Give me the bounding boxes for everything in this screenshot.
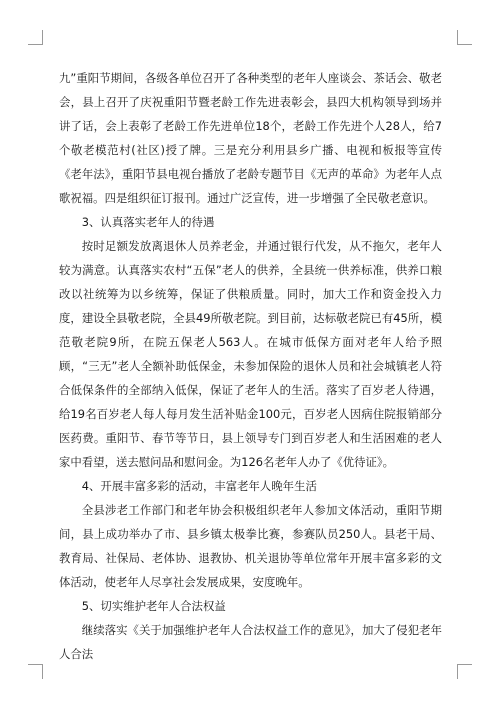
crop-mark-top-left: [28, 30, 43, 45]
paragraph-rights: 继续落实《关于加强维护老年人合法权益工作的意见》，加大了侵犯老年人合法: [59, 623, 442, 661]
crop-mark-bottom-left: [28, 664, 43, 679]
section-heading-4: 4、开展丰富多彩的活动，丰富老年人晚年生活: [81, 479, 317, 493]
section-heading-3: 3、认真落实老年人的待遇: [81, 215, 215, 229]
paragraph-intro: 九”重阳节期间，各级各单位召开了各种类型的老年人座谈会、茶话会、敬老会，县上召开了庆祝重阳节暨老龄工作先进表彰会，县四大机构领导到场并讲了话，会上表彰了老龄工作先进单位18个，老龄工作先进个人28人，给7个敬老模范村(社区)授了牌。三是充分利用县乡广播、电视和板报等宣传《老年法》，重阳节县电视台播放了老龄专题节目《无声的革命》为老年人点歌祝福。四是组织征订报刊。通过广泛宣传，进一步增强了全民敬老意识。: [59, 71, 442, 205]
paragraph-treatment: 按时足额发放离退休人员养老金，并通过银行代发，从不拖欠，老年人较为满意。认真落实农村“五保”老人的供养，全县统一供养标准，供养口粮改以社统筹为以乡统筹，保证了供粮质量。同时，加大工作和资金投入力度，建设全县敬老院，全县49所敬老院。到目前，达标敬老院已有45所，模范敬老院9所，在院五保老人563人。在城市低保方面对老年人给予照顾，“三无”老人全额补助低保金，未参加保险的退休人员和社会城镇老人符合低保条件的全部纳入低保，保证了老年人的生活。落实了百岁老人待遇，给19名百岁老人每人每月发生活补贴金100元，百岁老人因病住院报销部分医药费。重阳节、春节等节日，县上领导专门到百岁老人和生活困难的老人家中看望，送去慰问品和慰问金。为126名老年人办了《优待证》。: [59, 239, 442, 469]
document-body: [59, 66, 442, 666]
crop-mark-bottom-right: [457, 664, 472, 679]
paragraph-activities: 全县涉老工作部门和老年协会积极组织老年人参加文体活动，重阳节期间，县上成功举办了市、县乡镇太极拳比赛，参赛队员250人。县老干局、教育局、社保局、老体协、退教协、机关退协等单位常年开展丰富多彩的文体活动，使老年人尽享社会发展成果，安度晚年。: [59, 503, 442, 589]
section-heading-5: 5、切实维护老年人合法权益: [81, 599, 226, 613]
crop-mark-top-right: [457, 30, 472, 45]
